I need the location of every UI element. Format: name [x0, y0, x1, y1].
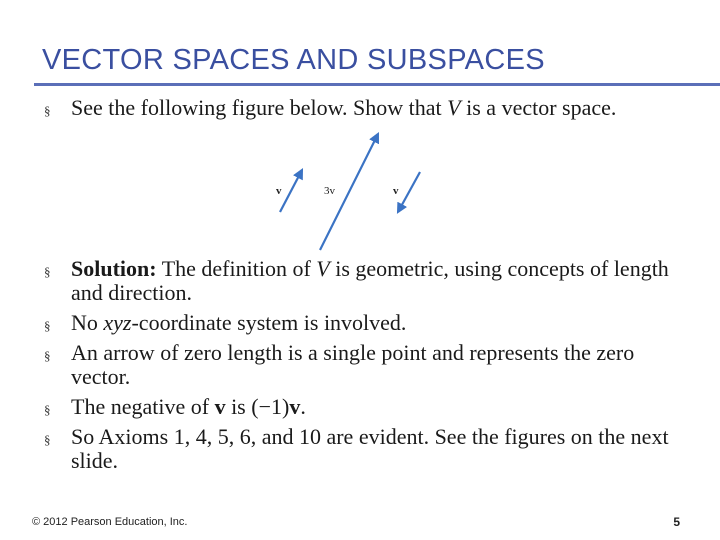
- solution-label: Solution:: [71, 256, 157, 281]
- slide-title: VECTOR SPACES AND SUBSPACES: [42, 44, 545, 76]
- bullet-marker-icon: §: [44, 264, 51, 279]
- axioms-bullet: [44, 425, 684, 473]
- bullet-marker-icon: §: [44, 318, 51, 333]
- negative-text-2: is: [225, 394, 252, 419]
- zero-vector-text: An arrow of zero length is a single point and represents the zero vector.: [71, 340, 635, 389]
- page-number: 5: [673, 515, 680, 529]
- solution-text-2: is geometric, using concepts of length and direction.: [71, 256, 669, 305]
- bullet-marker-icon: §: [44, 103, 51, 118]
- coordinate-text-1: No: [71, 310, 104, 335]
- solution-var-v: V: [316, 256, 330, 281]
- intro-text-before: See the following figure below. Show that: [71, 95, 448, 120]
- intro-text-after: is a vector space.: [460, 95, 617, 120]
- intro-bullet: [44, 96, 664, 120]
- bullet-marker-icon: §: [44, 402, 51, 417]
- label-3v: 3v: [324, 185, 335, 197]
- coordinate-xyz: xyz: [103, 310, 132, 335]
- negative-text-3: .: [300, 394, 306, 419]
- vector-negative-v-arrow: [398, 172, 420, 212]
- coordinate-bullet: [44, 311, 684, 335]
- bullet-marker-icon: §: [44, 348, 51, 363]
- intro-var-v: V: [447, 95, 461, 120]
- coordinate-text-2: -coordinate system is involved.: [131, 310, 407, 335]
- zero-vector-bullet: [44, 341, 684, 389]
- negative-bullet: [44, 395, 684, 419]
- footer-copyright: © 2012 Pearson Education, Inc.: [32, 516, 188, 528]
- solution-bullet-list: [44, 257, 684, 479]
- label-v-left: v: [276, 185, 282, 197]
- vector-v-arrow: [280, 170, 302, 212]
- negative-text-1: The negative of: [71, 394, 215, 419]
- axioms-text: So Axioms 1, 4, 5, 6, and 10 are evident. See the figures on the next slide.: [71, 424, 669, 473]
- negative-one: (−1): [251, 394, 290, 419]
- intro-bullet-list: [44, 96, 664, 120]
- label-v-right: v: [393, 185, 399, 197]
- title-underline: [34, 83, 720, 86]
- vector-figure: [268, 128, 428, 254]
- negative-var-v2: v: [289, 394, 301, 419]
- solution-text-1: The definition of: [156, 256, 317, 281]
- negative-var-v: v: [214, 394, 226, 419]
- bullet-marker-icon: §: [44, 432, 51, 447]
- solution-bullet: [44, 257, 684, 305]
